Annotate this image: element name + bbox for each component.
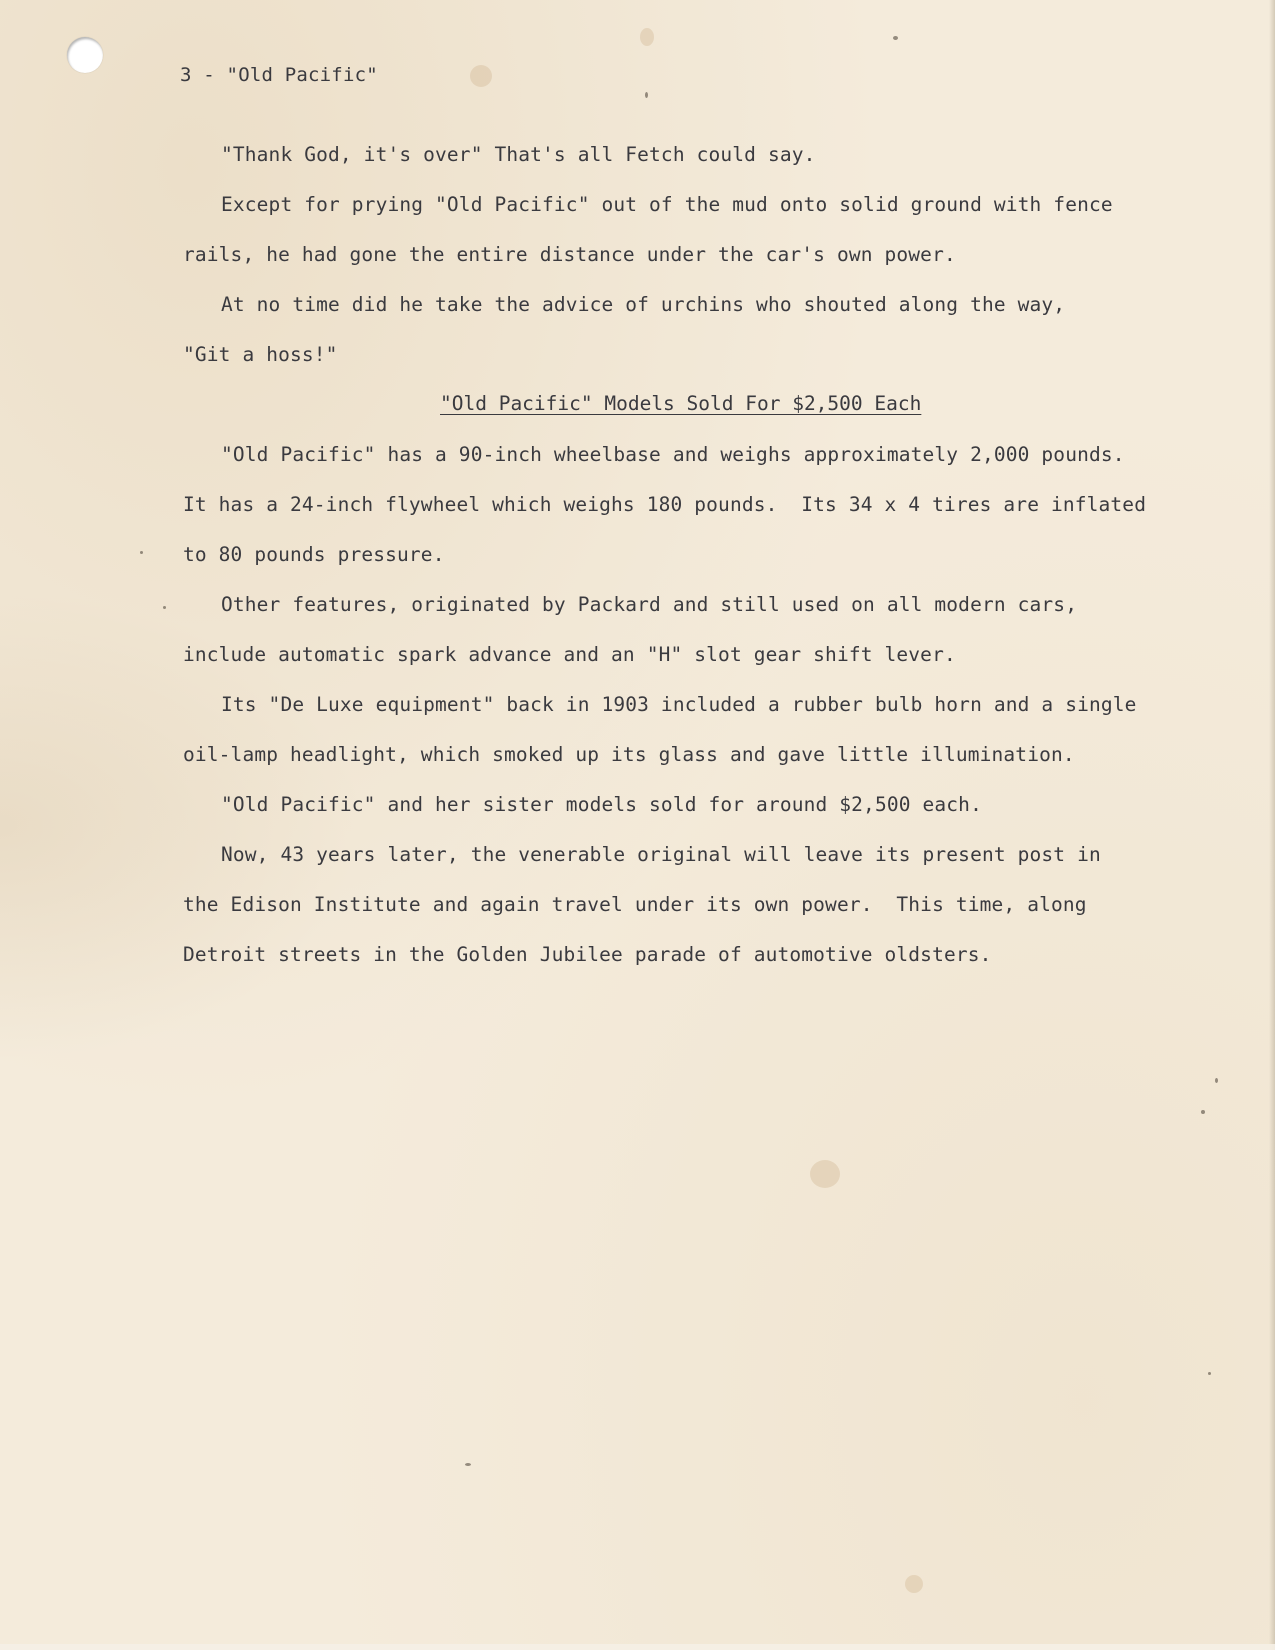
page-edge-shadow <box>1269 0 1275 1650</box>
paper-speck <box>163 606 166 609</box>
paragraph-line: Except for prying "Old Pacific" out of the mud onto solid ground with fence <box>221 193 1113 216</box>
paragraph-line: Its "De Luxe equipment" back in 1903 included a rubber bulb horn and a single <box>221 693 1137 716</box>
paragraph-line: "Git a hoss!" <box>183 343 338 366</box>
paper-stain <box>640 28 654 46</box>
paper-speck <box>1215 1078 1218 1083</box>
paragraph-line: "Old Pacific" and her sister models sold for around $2,500 each. <box>221 793 982 816</box>
paragraph-line: "Thank God, it's over" That's all Fetch could say. <box>221 143 816 166</box>
paper-speck <box>645 92 648 98</box>
paper-speck <box>465 1463 471 1466</box>
paper-speck <box>1208 1372 1211 1375</box>
page-bottom-edge <box>0 1644 1275 1650</box>
paragraph-line: Other features, originated by Packard and still used on all modern cars, <box>221 593 1078 616</box>
paragraph-line: rails, he had gone the entire distance under the car's own power. <box>183 243 956 266</box>
paragraph-line: to 80 pounds pressure. <box>183 543 445 566</box>
paragraph-line: "Old Pacific" has a 90-inch wheelbase and weighs approximately 2,000 pounds. <box>221 443 1125 466</box>
paper-speck <box>893 36 898 40</box>
paper-stain <box>810 1160 840 1188</box>
paragraph-line: oil-lamp headlight, which smoked up its glass and gave little illumination. <box>183 743 1075 766</box>
paragraph-line: include automatic spark advance and an "H" slot gear shift lever. <box>183 643 956 666</box>
paragraph-line: the Edison Institute and again travel under its own power. This time, along <box>183 893 1087 916</box>
paragraph-line: It has a 24-inch flywheel which weighs 180 pounds. Its 34 x 4 tires are inflated <box>183 493 1147 516</box>
page-header: 3 - "Old Pacific" <box>180 64 378 86</box>
paragraph-line: At no time did he take the advice of urchins who shouted along the way, <box>221 293 1066 316</box>
punch-hole <box>67 37 103 73</box>
paper-stain <box>905 1575 923 1593</box>
paragraph-line: Now, 43 years later, the venerable original will leave its present post in <box>221 843 1101 866</box>
section-heading: "Old Pacific" Models Sold For $2,500 Each <box>440 392 922 415</box>
paper-stain <box>470 65 492 87</box>
paragraph-line: Detroit streets in the Golden Jubilee parade of automotive oldsters. <box>183 943 992 966</box>
paper-speck <box>140 551 143 554</box>
paper-speck <box>1201 1110 1205 1114</box>
